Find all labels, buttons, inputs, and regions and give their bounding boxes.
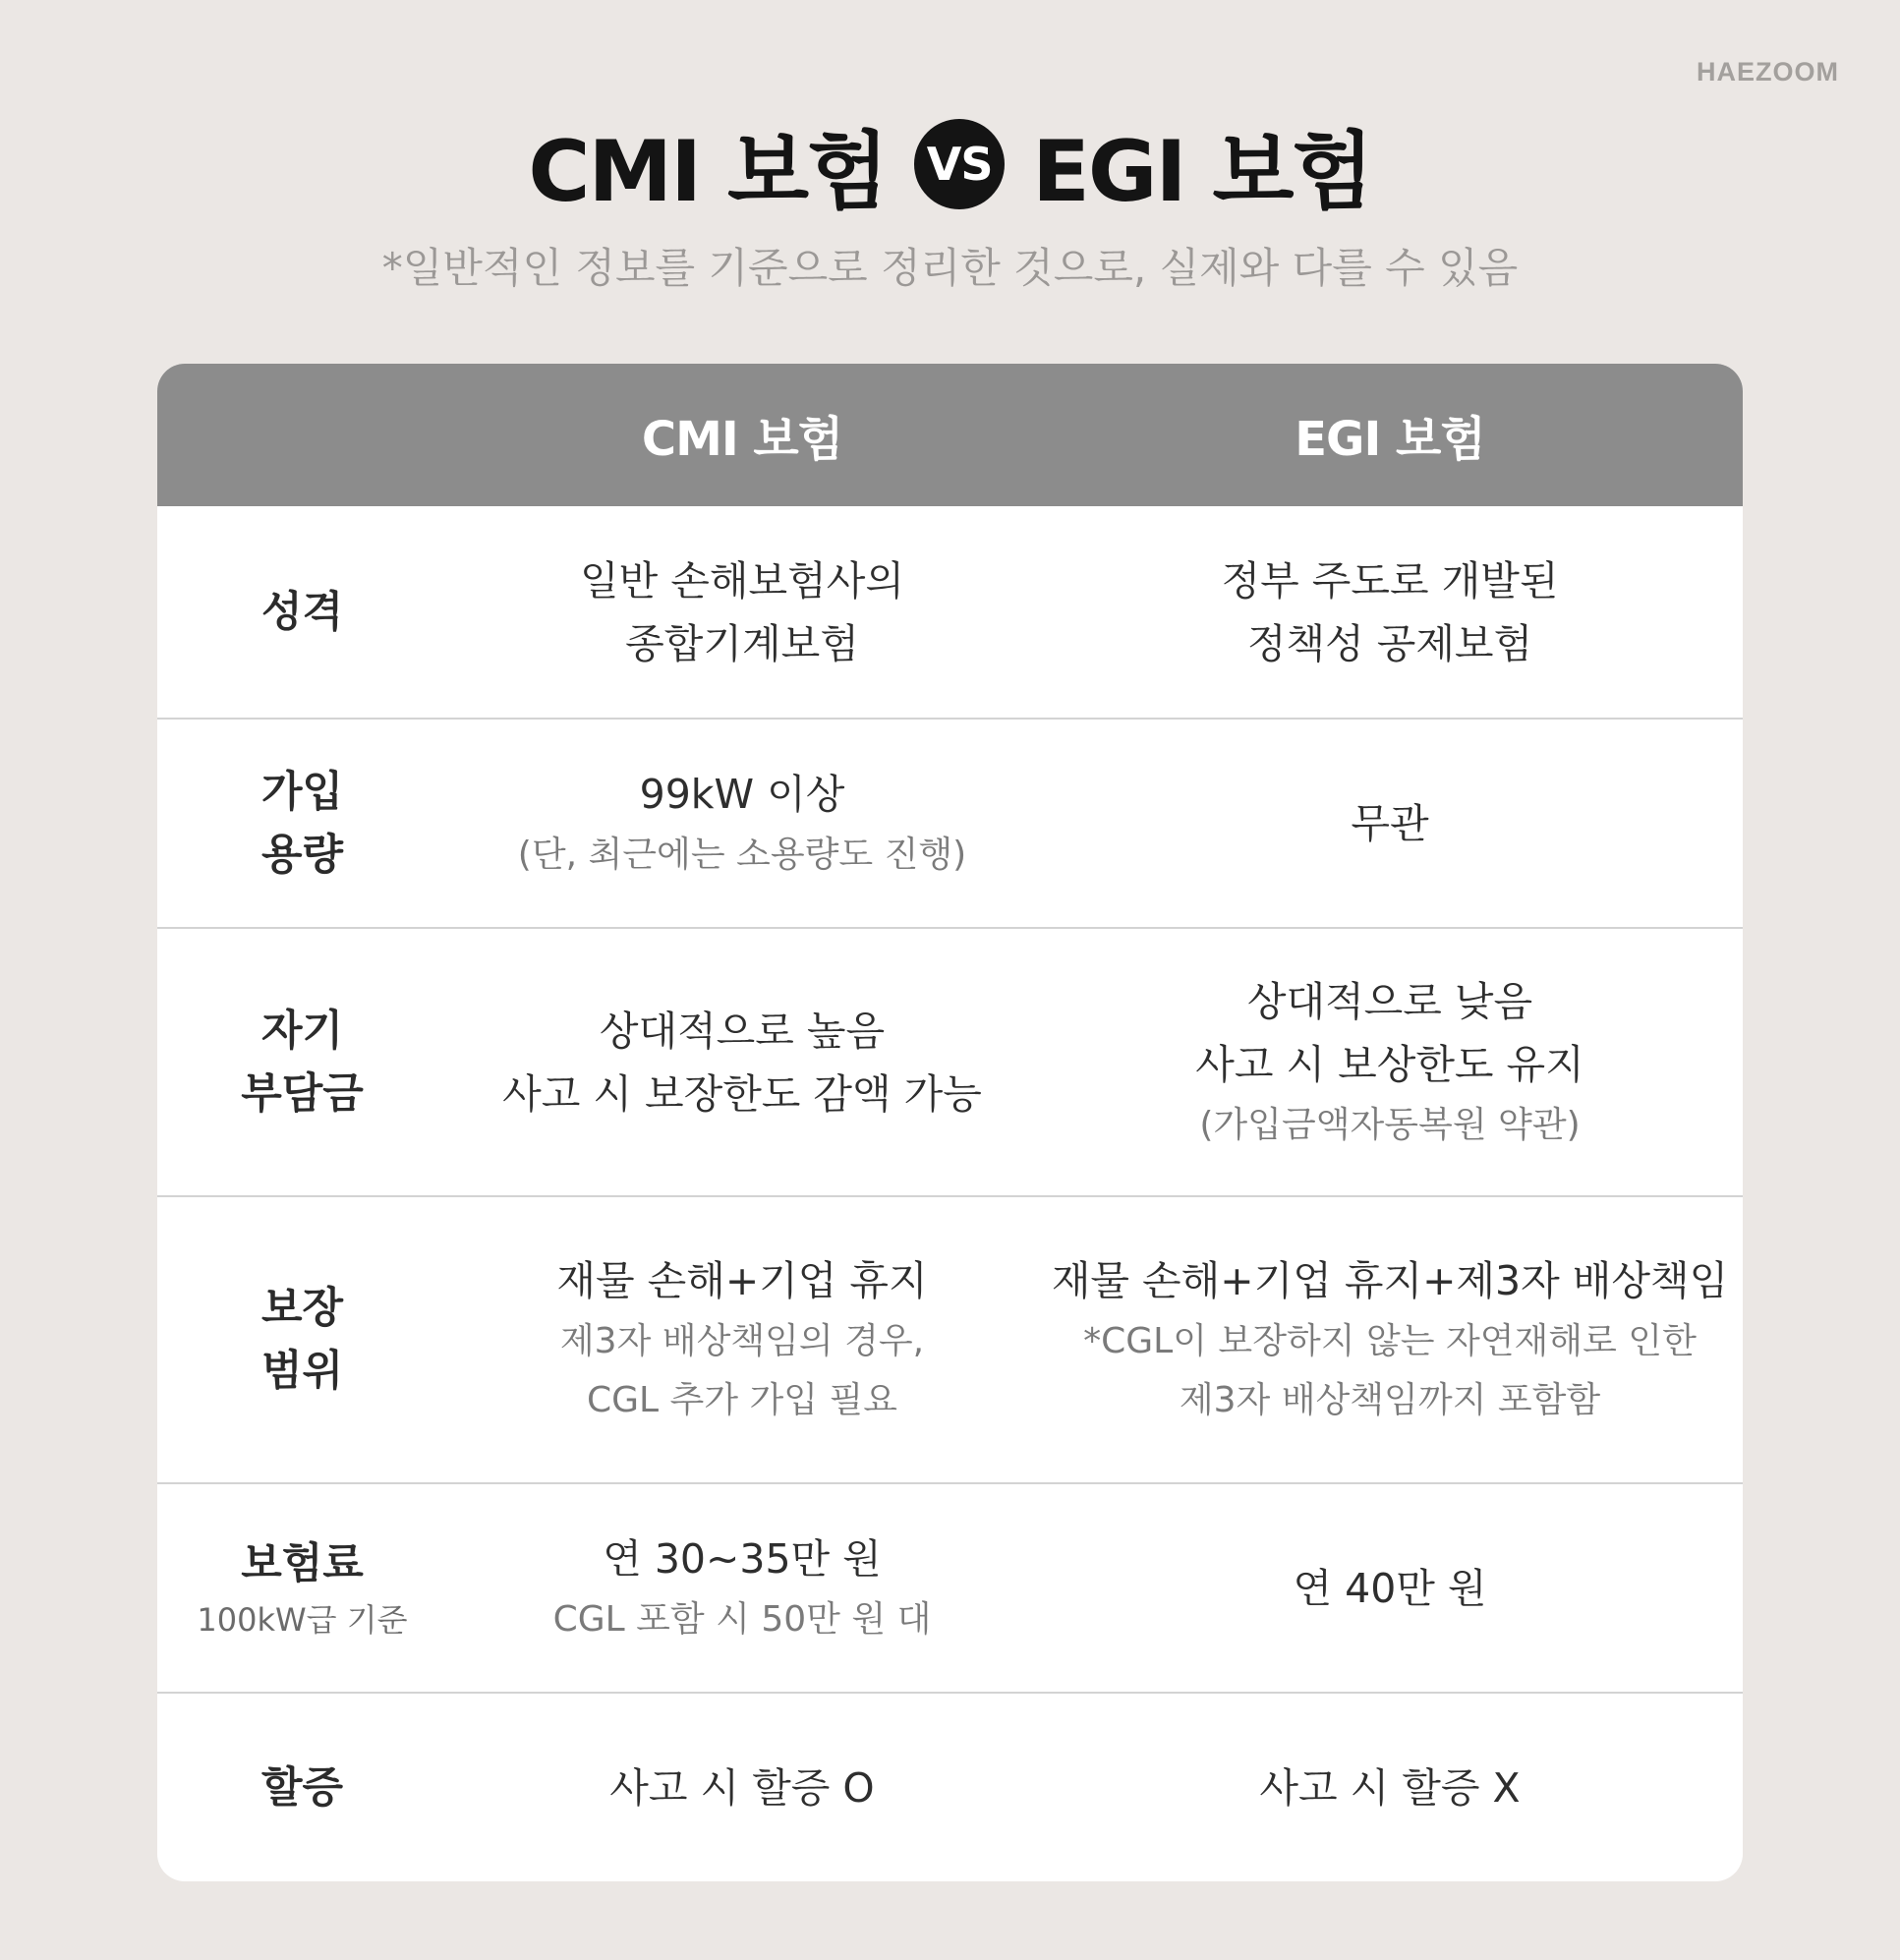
- cmi-value: 상대적으로 높음: [599, 1007, 886, 1055]
- cmi-note: (단, 최근에는 소용량도 진행): [517, 834, 967, 875]
- cmi-note: CGL 포함 시 50만 원 대: [552, 1598, 932, 1640]
- vs-label: VS: [926, 138, 993, 191]
- egi-note: 제3자 배상책임까지 포함함: [1179, 1380, 1601, 1420]
- comparison-table: [157, 364, 1743, 1881]
- cmi-cell: [447, 549, 1037, 675]
- cmi-note: CGL 추가 가입 필요: [586, 1380, 898, 1420]
- cmi-cell: [447, 1249, 1037, 1430]
- table-row: [157, 1195, 1743, 1482]
- egi-note: (가입금액자동복원 약관): [1199, 1104, 1581, 1145]
- row-label-cell: [157, 1277, 447, 1403]
- table-row: [157, 927, 1743, 1195]
- egi-cell: [1037, 792, 1743, 855]
- egi-cell: [1037, 970, 1743, 1155]
- egi-value: 사고 시 보상한도 유지: [1195, 1040, 1584, 1088]
- header-cmi: CMI 보험: [641, 412, 843, 467]
- table-body: [157, 506, 1743, 1881]
- egi-value: 연 40만 원: [1293, 1564, 1487, 1612]
- row-label: 가입: [260, 767, 344, 817]
- egi-cell: [1037, 549, 1743, 675]
- row-label: 보험료: [241, 1538, 364, 1588]
- title-right: EGI 보험: [1032, 123, 1372, 221]
- cmi-value: 사고 시 할증 O: [609, 1763, 875, 1812]
- cmi-value: 연 30~35만 원: [603, 1534, 882, 1583]
- table-row: [157, 1482, 1743, 1692]
- table-row: [157, 718, 1743, 927]
- row-label-cell: [157, 1757, 447, 1819]
- egi-value: 상대적으로 낮음: [1246, 977, 1533, 1025]
- egi-value: 정책성 공제보험: [1246, 619, 1533, 667]
- row-label-cell: [157, 1532, 447, 1644]
- row-label: 부담금: [241, 1068, 364, 1119]
- cmi-value: 사고 시 보장한도 감액 가능: [502, 1069, 982, 1118]
- cmi-cell: [447, 1528, 1037, 1649]
- row-label: 용량: [260, 830, 344, 880]
- row-label: 범위: [260, 1347, 344, 1396]
- row-label-cell: [157, 581, 447, 644]
- brand-logo: HAEZOOM: [1697, 57, 1839, 86]
- table-row: [157, 506, 1743, 718]
- page-subtitle: *일반적인 정보를 기준으로 정리한 것으로, 실제와 다를 수 있음: [381, 244, 1519, 292]
- cmi-cell: [447, 763, 1037, 885]
- row-label: 자기: [260, 1006, 344, 1056]
- row-label-note: 100kW급 기준: [197, 1600, 408, 1639]
- header-egi: EGI 보험: [1295, 412, 1485, 467]
- egi-cell: [1037, 1757, 1743, 1819]
- row-label: 성격: [260, 587, 344, 637]
- egi-value: 정부 주도로 개발된: [1221, 556, 1559, 605]
- egi-note: *CGL이 보장하지 않는 자연재해로 인한: [1083, 1321, 1697, 1361]
- cmi-note: 제3자 배상책임의 경우,: [559, 1321, 925, 1361]
- row-label: 보장: [260, 1284, 344, 1333]
- egi-value: 사고 시 할증 X: [1259, 1763, 1521, 1812]
- table-header: [157, 364, 1743, 506]
- egi-cell: [1037, 1249, 1743, 1430]
- cmi-value: 99kW 이상: [639, 770, 845, 818]
- title-left: CMI 보험: [528, 123, 888, 221]
- cmi-cell: [447, 1757, 1037, 1819]
- vs-badge: [914, 119, 1005, 209]
- cmi-cell: [447, 1000, 1037, 1125]
- row-label: 할증: [260, 1762, 344, 1813]
- page-title: [0, 103, 1900, 225]
- row-label-cell: [157, 1000, 447, 1125]
- row-label-cell: [157, 761, 447, 887]
- cmi-value: 종합기계보험: [625, 619, 859, 667]
- table-row: [157, 1692, 1743, 1881]
- cmi-value: 일반 손해보험사의: [580, 556, 904, 605]
- egi-cell: [1037, 1557, 1743, 1620]
- cmi-value: 재물 손해+기업 휴지: [556, 1257, 928, 1304]
- egi-value: 무관: [1351, 799, 1429, 847]
- egi-value: 재물 손해+기업 휴지+제3자 배상책임: [1051, 1257, 1729, 1304]
